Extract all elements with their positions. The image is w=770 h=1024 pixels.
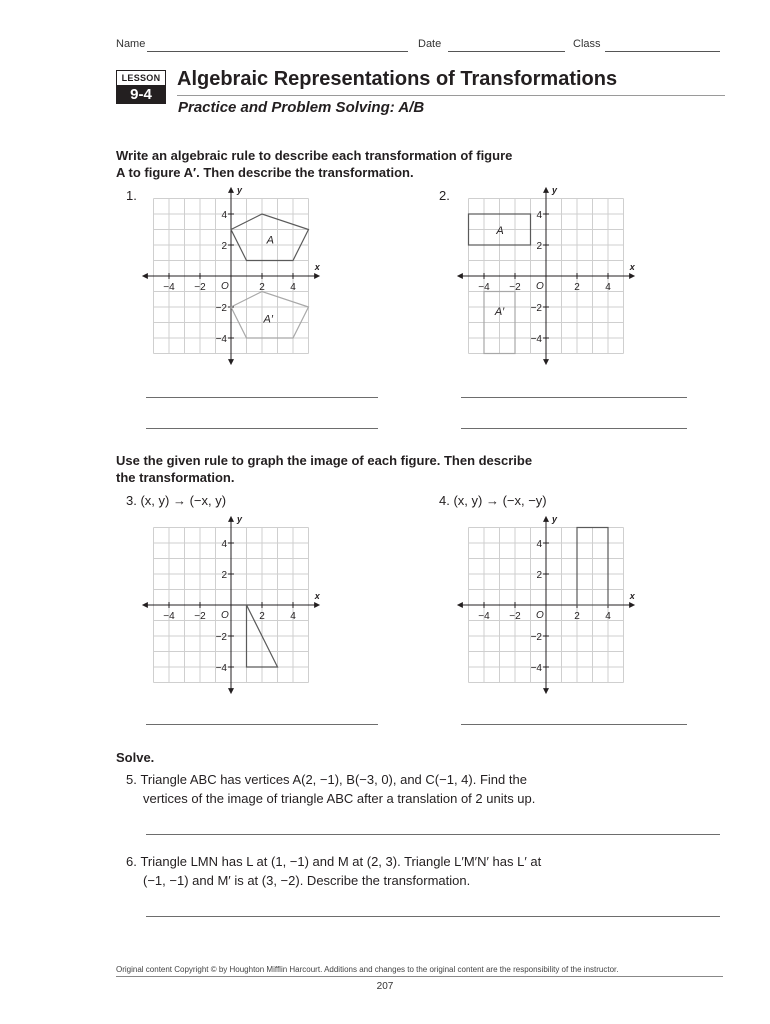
y-tick-label: −2 <box>215 632 227 643</box>
x-tick-label: −2 <box>194 611 206 622</box>
figure-a-prime-label: A′ <box>494 305 505 318</box>
section2-instructions <box>116 452 532 486</box>
question-5 <box>126 770 726 808</box>
y-axis-arrow-up <box>228 516 234 522</box>
y-axis-arrow-down <box>228 359 234 365</box>
y-axis-arrow-down <box>543 359 549 365</box>
section2-instruction-line1: Use the given rule to graph the image of each figure. Then describe <box>116 453 533 468</box>
x-axis-arrow-left <box>457 602 463 608</box>
origin-label: O <box>536 281 544 292</box>
y-axis-label: y <box>552 184 558 195</box>
x-tick-label: 4 <box>290 611 296 622</box>
y-tick-label: 4 <box>221 539 227 550</box>
answer-line-5[interactable] <box>146 834 720 835</box>
x-tick-label: 2 <box>259 282 265 293</box>
answer-line-2b[interactable] <box>461 428 687 429</box>
y-tick-label: −2 <box>215 303 227 314</box>
y-tick-label: −2 <box>530 303 542 314</box>
date-label: Date <box>418 38 442 50</box>
x-axis-arrow-left <box>457 273 463 279</box>
x-axis-arrow-right <box>629 273 635 279</box>
y-tick-label: −4 <box>530 334 542 345</box>
class-label: Class <box>573 38 601 50</box>
y-axis-arrow-down <box>228 688 234 694</box>
x-axis-label: x <box>629 262 635 272</box>
answer-line-2a[interactable] <box>461 397 687 398</box>
page-title: Algebraic Representations of Transformations <box>177 68 618 90</box>
graph-1 <box>140 183 330 383</box>
lesson-number: 9-4 <box>116 85 166 104</box>
problem-4-number: 4. <box>439 493 450 508</box>
name-field[interactable] <box>147 51 408 52</box>
x-axis-arrow-left <box>142 273 148 279</box>
x-axis-label: x <box>314 591 320 601</box>
x-axis-label: x <box>629 591 635 601</box>
y-tick-label: 4 <box>536 210 542 221</box>
page-subtitle: Practice and Problem Solving: A/B <box>178 99 425 116</box>
page-number: 207 <box>376 981 394 992</box>
y-tick-label: 4 <box>221 210 227 221</box>
x-axis-label: x <box>314 262 320 272</box>
x-tick-label: −4 <box>163 611 175 622</box>
y-tick-label: −4 <box>215 334 227 345</box>
answer-line-3[interactable] <box>146 724 378 725</box>
footer-divider <box>116 976 723 977</box>
problem-4 <box>439 493 547 508</box>
y-tick-label: 2 <box>536 570 542 581</box>
x-axis-arrow-right <box>314 602 320 608</box>
question-5-line2: vertices of the image of triangle ABC after a translation of 2 units up. <box>143 791 536 806</box>
figure-a-label: A <box>496 225 504 238</box>
question-6-line2: (−1, −1) and M′ is at (3, −2). Describe the transformation. <box>143 873 471 888</box>
x-tick-label: −2 <box>194 282 206 293</box>
answer-line-1a[interactable] <box>146 397 378 398</box>
y-tick-label: 2 <box>536 241 542 252</box>
x-tick-label: 2 <box>574 282 580 293</box>
question-6-number: 6. <box>126 854 137 869</box>
y-tick-label: −4 <box>530 663 542 674</box>
question-6 <box>126 852 726 890</box>
section2-instruction-line2: the transformation. <box>116 470 235 485</box>
x-tick-label: −2 <box>509 282 521 293</box>
x-tick-label: 2 <box>259 611 265 622</box>
section1-instruction-line2: A to figure A′. Then describe the transformation. <box>116 165 414 180</box>
date-field[interactable] <box>448 51 565 52</box>
problem-3-number: 3. <box>126 493 137 508</box>
origin-label: O <box>221 610 229 621</box>
figure-a-prime-label: A′ <box>263 313 273 326</box>
x-tick-label: −2 <box>509 611 521 622</box>
x-axis-arrow-right <box>314 273 320 279</box>
y-tick-label: −2 <box>530 632 542 643</box>
answer-line-6[interactable] <box>146 916 720 917</box>
title-divider <box>177 95 725 96</box>
lesson-badge <box>116 70 166 106</box>
y-axis-arrow-down <box>543 688 549 694</box>
y-axis-label: y <box>237 513 243 524</box>
y-tick-label: 2 <box>221 570 227 581</box>
question-6-line1: Triangle LMN has L at (1, −1) and M at (2, 3). Triangle L′M′N′ has L′ at <box>140 854 542 869</box>
question-5-line1: Triangle ABC has vertices A(2, −1), B(−3, 0), and C(−1, 4). Find the <box>140 772 527 787</box>
y-axis-arrow-up <box>543 187 549 193</box>
problem-2-number: 2. <box>439 188 450 203</box>
y-tick-label: −4 <box>215 663 227 674</box>
graph-4 <box>455 512 645 712</box>
y-tick-label: 4 <box>536 539 542 550</box>
x-axis-arrow-right <box>629 602 635 608</box>
class-field[interactable] <box>605 51 720 52</box>
problem-3 <box>126 493 226 508</box>
problem-4-rule: (x, y) → (−x, −y) <box>453 493 547 508</box>
lesson-label: LESSON <box>116 70 166 86</box>
name-label: Name <box>116 38 146 50</box>
y-axis-label: y <box>552 513 558 524</box>
x-tick-label: −4 <box>163 282 175 293</box>
solve-heading: Solve. <box>116 750 155 765</box>
origin-label: O <box>536 610 544 621</box>
origin-label: O <box>221 281 229 292</box>
section1-instructions <box>116 147 512 181</box>
x-tick-label: 4 <box>605 282 611 293</box>
question-5-number: 5. <box>126 772 137 787</box>
y-tick-label: 2 <box>221 241 227 252</box>
x-tick-label: −4 <box>478 611 490 622</box>
problem-1-number: 1. <box>126 188 137 203</box>
answer-line-1b[interactable] <box>146 428 378 429</box>
x-tick-label: 4 <box>605 611 611 622</box>
graph-2 <box>455 183 645 383</box>
y-axis-arrow-up <box>228 187 234 193</box>
x-axis-arrow-left <box>142 602 148 608</box>
y-axis-arrow-up <box>543 516 549 522</box>
x-tick-label: 2 <box>574 611 580 622</box>
x-tick-label: −4 <box>478 282 490 293</box>
y-axis-label: y <box>237 184 243 195</box>
figure-a-label: A <box>266 234 274 247</box>
graph-3 <box>140 512 330 712</box>
copyright-notice: Original content Copyright © by Houghton Mifflin Harcourt. Additions and changes to the original content are the responsibility of the instructor. <box>116 965 619 974</box>
section1-instruction-line1: Write an algebraic rule to describe each transformation of figure <box>116 148 513 163</box>
x-tick-label: 4 <box>290 282 296 293</box>
problem-3-rule: (x, y) → (−x, y) <box>140 493 227 508</box>
answer-line-4[interactable] <box>461 724 687 725</box>
